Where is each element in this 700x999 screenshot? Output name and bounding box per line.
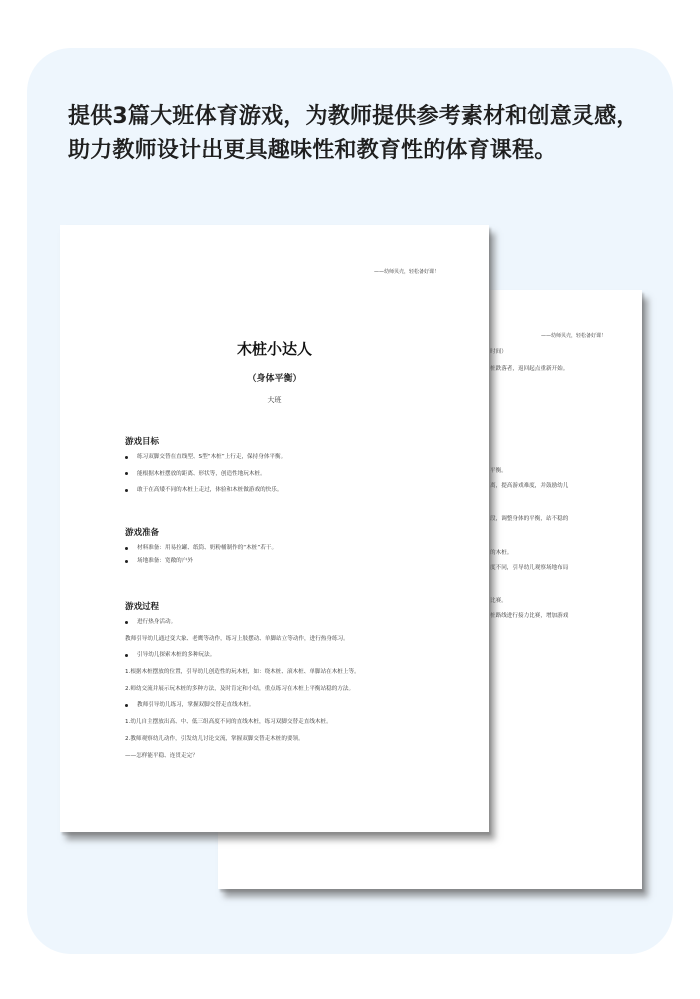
paragraph: 2.师幼交流并展示玩木桩的多种方法，及时肯定和小结，重点练习在木桩上平衡站稳的方法。 bbox=[125, 685, 355, 692]
document-title: 木桩小达人 bbox=[236, 340, 312, 358]
headline-line-1: 提供3篇大班体育游戏，为教师提供参考素材和创意灵感， bbox=[68, 104, 639, 129]
section-preparation bbox=[125, 526, 465, 570]
section-heading: 游戏目标 bbox=[125, 437, 160, 447]
section-process bbox=[125, 600, 465, 768]
text-fragment: 段，调整身体的平衡，站不稳的 bbox=[490, 516, 569, 522]
text-fragment: 离，提高游戏难度，并鼓励幼儿 bbox=[490, 483, 569, 489]
text-fragment: 平衡。 bbox=[490, 468, 507, 474]
page-slogan: ——幼师贝壳，轻松备好课！ bbox=[373, 269, 439, 275]
bullet-item: 引导幼儿探索木桩的多种玩法。 bbox=[125, 651, 465, 659]
text-fragment: 比赛。 bbox=[490, 598, 507, 604]
document-page-front bbox=[60, 225, 489, 832]
text-fragment: 桩路线进行接力比赛，增加游戏 bbox=[490, 613, 569, 619]
paragraph: 1.幼儿自主摆放出高、中、低三组高度不同的直线木桩，练习双脚交替走直线木桩。 bbox=[125, 719, 332, 726]
document-subtitle: （身体平衡） bbox=[247, 374, 302, 384]
headline bbox=[68, 100, 668, 168]
bullet-item: 能根据木桩摆放的距离、形状等，创造性地玩木桩。 bbox=[125, 470, 465, 478]
paragraph: 1.根据木桩摆放的位置，引导幼儿创造性的玩木桩，如：绕木桩、滚木桩、单脚站在木桩上等。 bbox=[125, 669, 360, 676]
text-fragment: 度不同，引导幼儿观察场地布局 bbox=[490, 565, 569, 571]
headline-line-2: 助力教师设计出更具趣味性和教育性的体育课程。 bbox=[68, 138, 557, 163]
text-fragment: 桩跌落者，返回起点重新开始。 bbox=[490, 366, 569, 372]
bullet-item: 教师引导幼儿练习，掌握双脚交替走直线木桩。 bbox=[125, 701, 465, 709]
section-goals bbox=[125, 435, 465, 503]
bullet-item: 进行热身活动。 bbox=[125, 618, 465, 626]
section-heading: 游戏准备 bbox=[125, 528, 160, 538]
bullet-item: 练习双脚交替在直线型、S型“木桩”上行走，保持身体平衡。 bbox=[125, 453, 465, 461]
document-grade: 大班 bbox=[267, 396, 282, 404]
paragraph: ——怎样能平稳、连贯走完？ bbox=[125, 752, 198, 759]
text-fragment: 的木桩。 bbox=[490, 550, 513, 556]
bullet-item: 敢于在高矮不同的木桩上走过，体验和木桩做游戏的快乐。 bbox=[125, 486, 465, 494]
paragraph: 教师引导幼儿通过变大象、老鹰等动作，练习上肢摆动、单脚站立等动作，进行热身练习。 bbox=[125, 635, 349, 642]
bullet-item: 材料准备：用易拉罐、纸筒、奶粉桶制作的“木桩”若干。 bbox=[125, 544, 465, 552]
bullet-item: 场地准备：宽敞的户外 bbox=[125, 557, 465, 565]
text-fragment: 时间） bbox=[490, 349, 507, 355]
section-heading: 游戏过程 bbox=[125, 602, 160, 612]
paragraph: 2.教师观察幼儿动作，引发幼儿讨论交流，掌握双脚交替走木桩的要领。 bbox=[125, 735, 304, 742]
page-slogan: ——幼师贝壳，轻松备好课！ bbox=[540, 333, 606, 339]
